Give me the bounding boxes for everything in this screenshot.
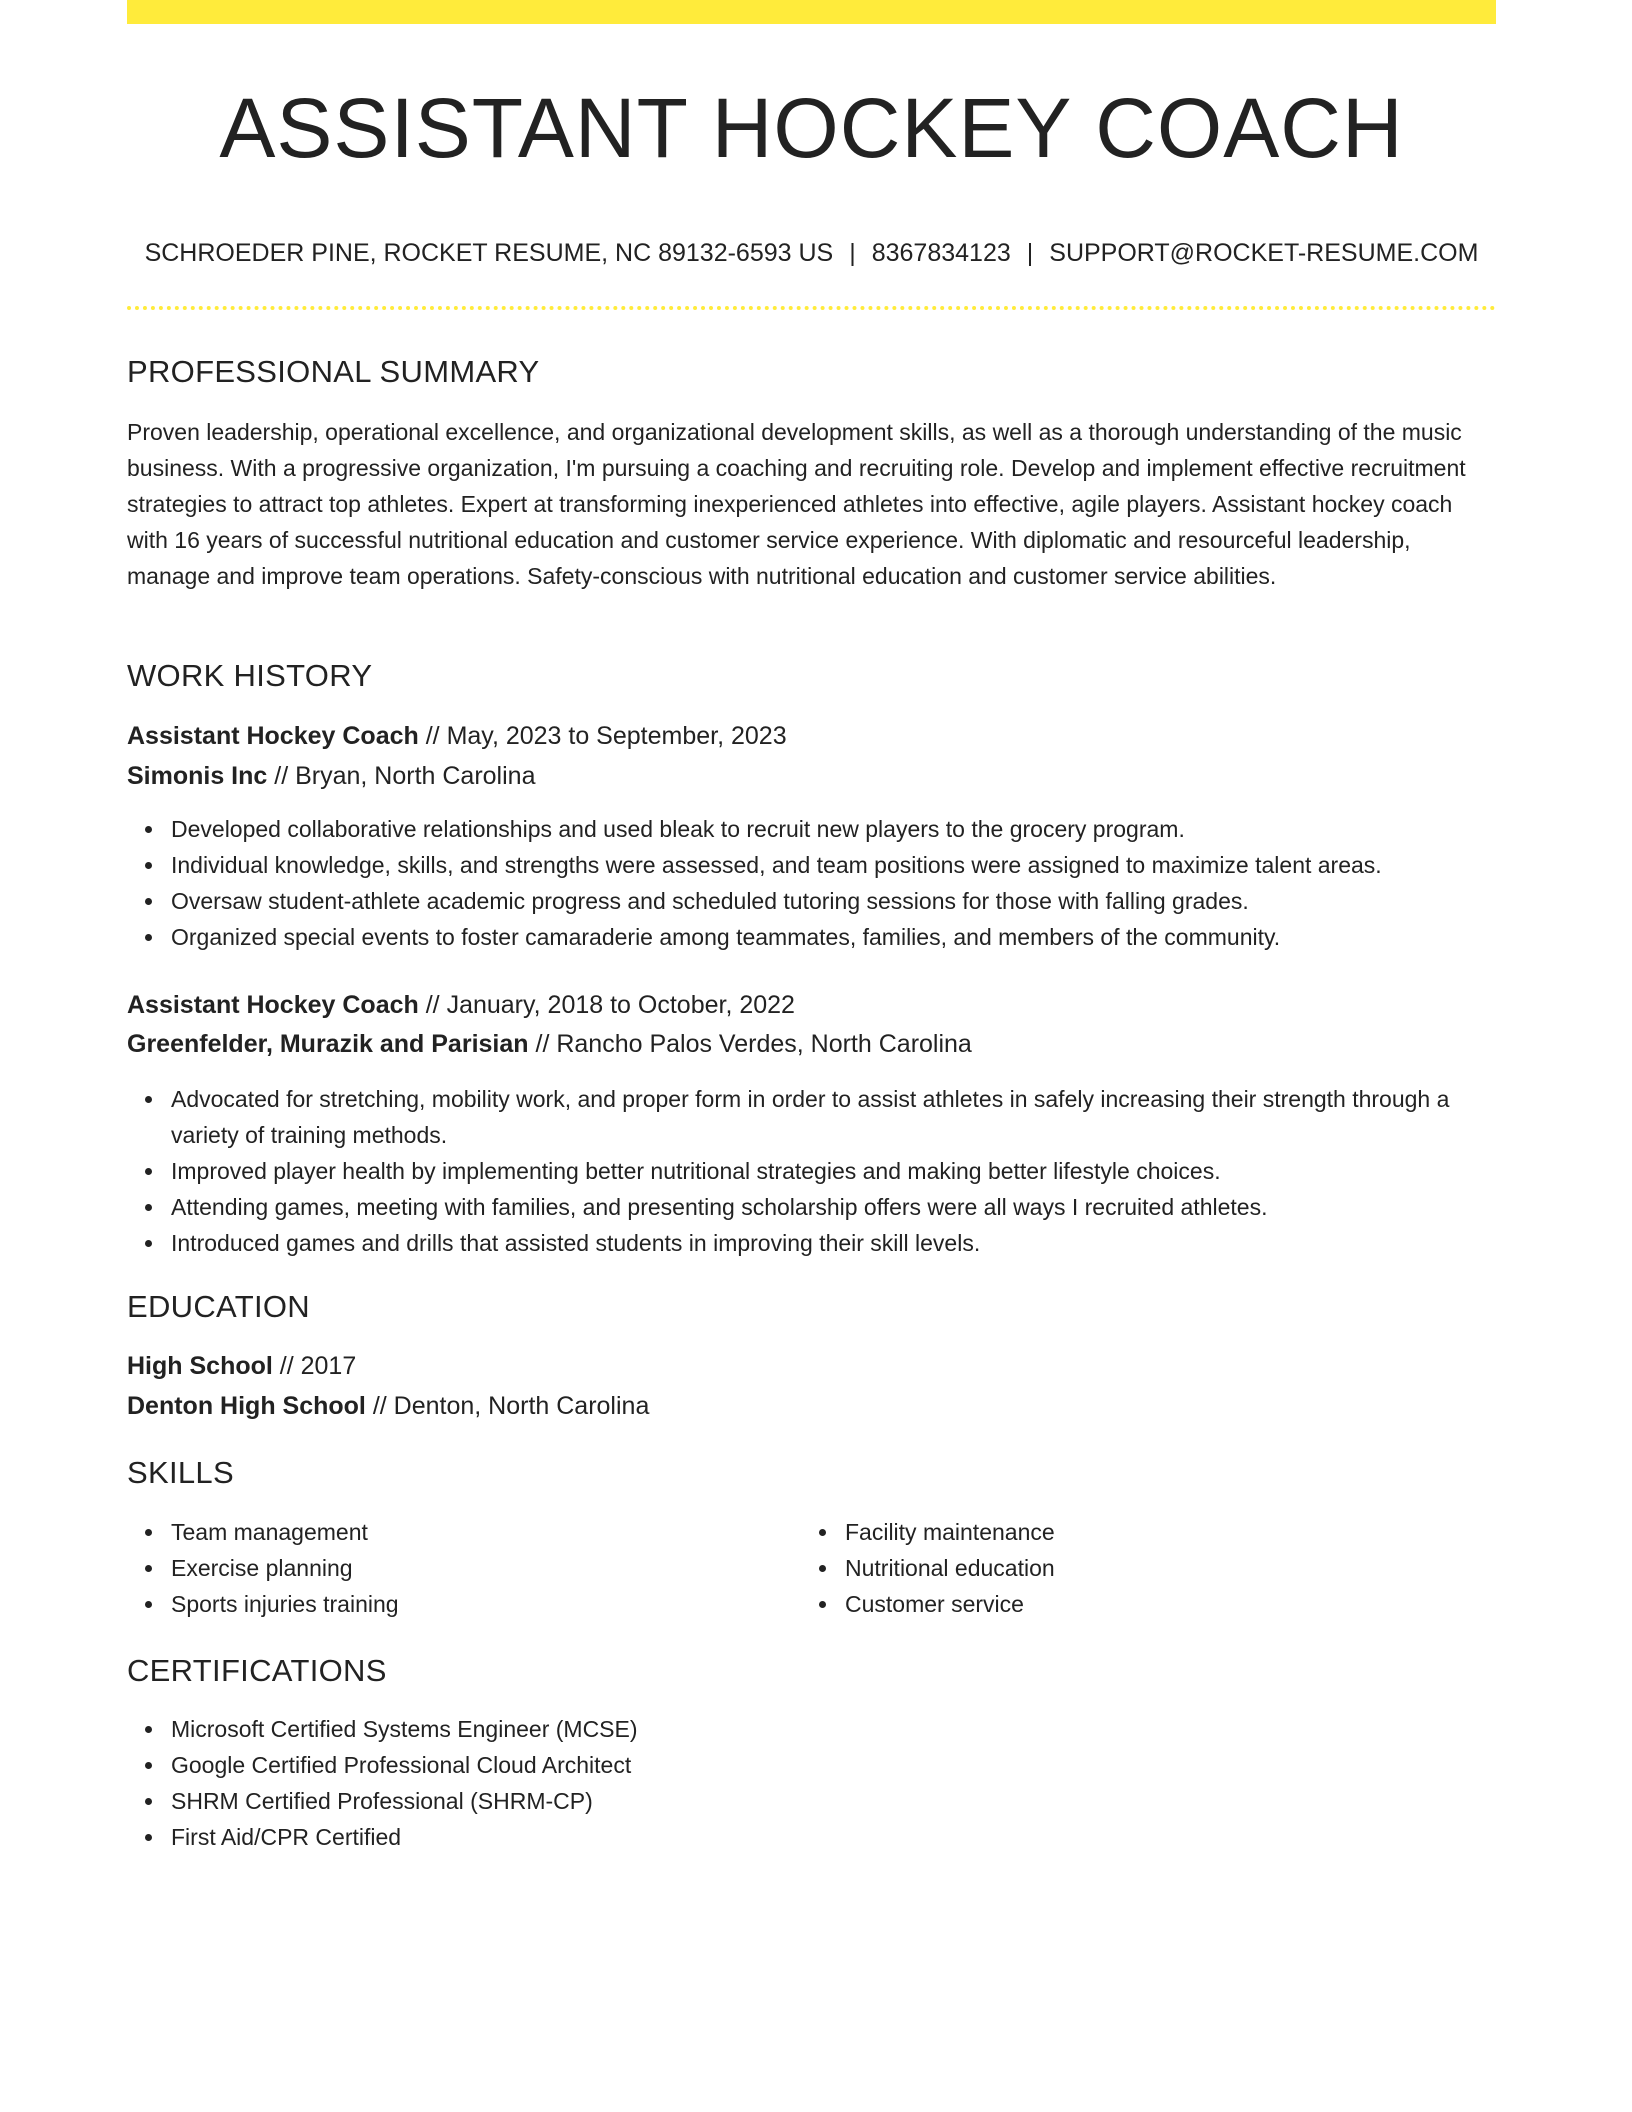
- certification-item: First Aid/CPR Certified: [171, 1819, 1496, 1855]
- resume-name: ASSISTANT HOCKEY COACH: [219, 81, 1404, 175]
- job-2-company-line: [127, 1026, 972, 1062]
- job-1-title-line: [127, 718, 787, 754]
- summary-heading: PROFESSIONAL SUMMARY: [127, 354, 540, 389]
- education-location: // Denton, North Carolina: [365, 1392, 650, 1420]
- contact-phone: 8367834123: [871, 239, 1011, 267]
- list-item: Organized special events to foster camaraderie among teammates, families, and members of the community.: [171, 919, 1496, 955]
- education-school-line: [127, 1388, 649, 1424]
- list-item: Individual knowledge, skills, and strengths were assessed, and team positions were assigned to maximize talent areas.: [171, 847, 1496, 883]
- job-2-location: // Rancho Palos Verdes, North Carolina: [528, 1030, 972, 1058]
- education-school: Denton High School: [127, 1392, 366, 1420]
- work-history-heading: WORK HISTORY: [127, 658, 373, 693]
- certification-item: Google Certified Professional Cloud Architect: [171, 1747, 1496, 1783]
- contact-address: SCHROEDER PINE, ROCKET RESUME, NC 89132-6593 US: [144, 239, 834, 267]
- education-degree-line: [127, 1348, 356, 1384]
- job-2-bullets: [127, 1081, 1496, 1261]
- education-degree: High School: [127, 1352, 273, 1380]
- skill-item: Nutritional education: [845, 1550, 1441, 1586]
- certifications-heading: CERTIFICATIONS: [127, 1653, 387, 1688]
- job-1-bullets: [127, 811, 1496, 955]
- skill-item: Sports injuries training: [171, 1586, 767, 1622]
- education-year: // 2017: [272, 1352, 357, 1380]
- education-heading: EDUCATION: [127, 1289, 310, 1324]
- job-2-company: Greenfelder, Murazik and Parisian: [127, 1030, 529, 1058]
- job-2-title-line: [127, 987, 795, 1023]
- job-1-role: Assistant Hockey Coach: [127, 722, 419, 750]
- contact-line: [127, 236, 1496, 270]
- skill-item: Exercise planning: [171, 1550, 767, 1586]
- list-item: Advocated for stretching, mobility work, and proper form in order to assist athletes in safely increasing their strength through a variety of training methods.: [171, 1081, 1496, 1153]
- header-divider: [127, 306, 1496, 310]
- skills-left-column: [127, 1514, 767, 1622]
- job-1-location: // Bryan, North Carolina: [267, 762, 536, 790]
- list-item: Developed collaborative relationships and used bleak to recruit new players to the grocery program.: [171, 811, 1496, 847]
- skill-item: Facility maintenance: [845, 1514, 1441, 1550]
- job-2-role: Assistant Hockey Coach: [127, 991, 419, 1019]
- contact-email: SUPPORT@ROCKET-RESUME.COM: [1049, 239, 1479, 267]
- certifications-list: [127, 1711, 1496, 1855]
- summary-text: Proven leadership, operational excellence, and organizational development skills, as well as a thorough understanding of the music business. With a progressive organization, I'm pursuing a coaching and recruiting role. Develop and implement effective recruitment strategies to attract top athletes. Expert at transforming inexperienced athletes into effective, agile players. Assistant hockey coach with 16 years of successful nutritional education and customer service experience. With diplomatic and resourceful leadership, manage and improve team operations. Safety-conscious with nutritional education and customer service abilities.: [127, 419, 1466, 589]
- skills-heading: SKILLS: [127, 1455, 234, 1490]
- accent-top-bar: [127, 0, 1496, 24]
- list-item: Introduced games and drills that assisted students in improving their skill levels.: [171, 1225, 1496, 1261]
- certification-item: SHRM Certified Professional (SHRM-CP): [171, 1783, 1496, 1819]
- job-2-dates: // January, 2018 to October, 2022: [418, 991, 795, 1019]
- skill-item: Team management: [171, 1514, 767, 1550]
- skills-right-column: [801, 1514, 1441, 1622]
- list-item: Improved player health by implementing better nutritional strategies and making better lifestyle choices.: [171, 1153, 1496, 1189]
- skill-item: Customer service: [845, 1586, 1441, 1622]
- job-1-company-line: [127, 758, 535, 794]
- list-item: Oversaw student-athlete academic progress and scheduled tutoring sessions for those with falling grades.: [171, 883, 1496, 919]
- job-1-company: Simonis Inc: [127, 762, 268, 790]
- certification-item: Microsoft Certified Systems Engineer (MCSE): [171, 1711, 1496, 1747]
- contact-separator: |: [849, 239, 856, 267]
- contact-separator: |: [1026, 239, 1034, 267]
- job-1-dates: // May, 2023 to September, 2023: [418, 722, 787, 750]
- list-item: Attending games, meeting with families, and presenting scholarship offers were all ways I recruited athletes.: [171, 1189, 1496, 1225]
